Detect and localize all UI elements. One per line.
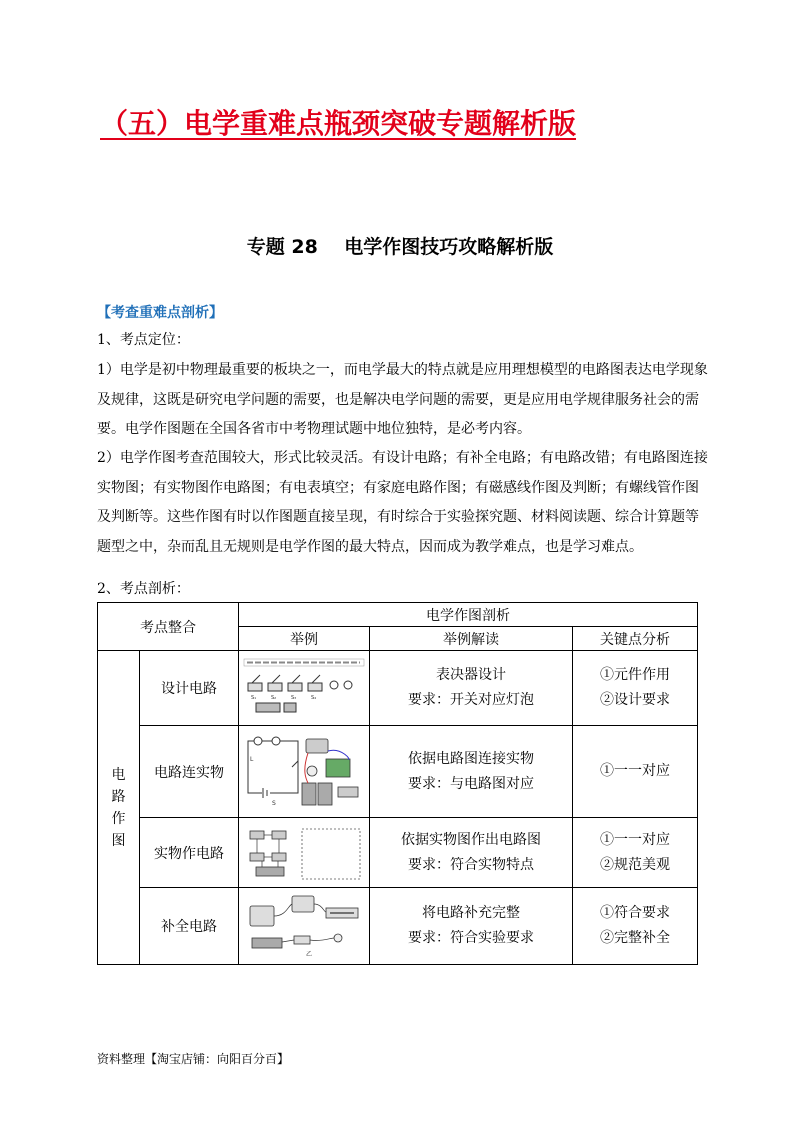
header-example: 举例 xyxy=(239,627,370,651)
complete-circuit-figure xyxy=(242,892,366,960)
page-footer: 资料整理【淘宝店铺：向阳百分百】 xyxy=(97,1052,290,1066)
topic-title: 专题 28 电学作图技巧攻略解析版 xyxy=(246,236,554,258)
key-cell xyxy=(573,888,698,965)
interpret-cell xyxy=(370,888,573,965)
example-figure-connect xyxy=(239,726,370,818)
interpret-cell xyxy=(370,818,573,888)
row-name: 补全电路 xyxy=(140,888,239,965)
interpret-line: 依据电路图连接实物 xyxy=(408,750,534,767)
svg-text:乙: 乙 xyxy=(306,951,313,958)
key-line: ②完整补全 xyxy=(600,930,670,946)
interpret-line: 表决器设计 xyxy=(436,667,506,683)
key-line: ①一一对应 xyxy=(600,831,670,848)
svg-text:L: L xyxy=(250,755,254,763)
interpret-cell xyxy=(370,726,573,818)
analysis-table xyxy=(97,602,698,965)
point2-heading: 2、考点剖析： xyxy=(97,581,190,597)
row-name: 电路连实物 xyxy=(140,726,239,818)
example-figure-draw xyxy=(239,818,370,888)
category-char: 路 xyxy=(111,788,126,805)
table-row xyxy=(98,888,698,965)
category-char: 作 xyxy=(111,810,126,827)
header-analysis: 电学作图剖析 xyxy=(239,603,698,627)
key-line: ①一一对应 xyxy=(600,763,670,779)
svg-text:S₁: S₁ xyxy=(251,695,257,701)
header-interpret: 举例解读 xyxy=(370,627,573,651)
example-figure-complete xyxy=(239,888,370,965)
interpret-line: 要求：与电路图对应 xyxy=(408,775,534,792)
interpret-cell xyxy=(370,651,573,726)
svg-text:S: S xyxy=(272,799,276,807)
interpret-line: 依据实物图作出电路图 xyxy=(401,831,541,848)
point1-paragraph-1: 1）电学是初中物理最重要的板块之一，而电学最大的特点就是应用理想模型的电路图表达电学现象及规律，这既是研究电学问题的需要，也是解决电学问题的需要，更是应用电学规律服务社会的需要。电学作图题在全国各省市中考物理试题中地位独特，是必考内容。 xyxy=(97,362,708,437)
key-line: ②设计要求 xyxy=(600,692,670,708)
table-row xyxy=(98,726,698,818)
interpret-line: 要求：开关对应灯泡 xyxy=(408,692,534,708)
example-figure-design xyxy=(239,651,370,726)
schematic-to-real-figure xyxy=(242,731,366,813)
header-group: 考点整合 xyxy=(98,603,239,651)
header-key: 关键点分析 xyxy=(573,627,698,651)
svg-text:S₄: S₄ xyxy=(311,695,317,701)
voting-circuit-figure xyxy=(242,657,366,719)
real-to-schematic-figure xyxy=(242,823,366,883)
point1-paragraph-2: 2）电学作图考查范围较大，形式比较灵活。有设计电路；有补全电路；有电路改错；有电路图连接实物图；有实物图作电路图；有电表填空；有家庭电路作图；有磁感线作图及判断；有螺线管作图及判断等。这些作图有时以作图题直接呈现，有时综合于实验探究题、材料阅读题、综合计算题等题型之中，杂而乱且无规则是电学作图的最大特点，因而成为教学难点，也是学习难点。 xyxy=(97,450,708,555)
key-line: ②规范美观 xyxy=(600,856,670,873)
section-heading: 【考查重难点剖析】 xyxy=(97,305,223,321)
key-cell xyxy=(573,726,698,818)
key-line: ①符合要求 xyxy=(600,905,670,921)
svg-text:S₃: S₃ xyxy=(291,695,297,701)
point1-heading: 1、考点定位： xyxy=(97,332,190,348)
svg-text:S₂: S₂ xyxy=(271,695,277,701)
interpret-line: 要求：符合实验要求 xyxy=(408,930,534,946)
key-cell xyxy=(573,818,698,888)
series-title: （五）电学重难点瓶颈突破专题解析版 xyxy=(100,107,577,140)
interpret-line: 要求：符合实物特点 xyxy=(408,856,534,873)
row-name: 设计电路 xyxy=(140,651,239,726)
key-cell xyxy=(573,651,698,726)
category-char: 电 xyxy=(111,766,126,783)
interpret-line: 将电路补充完整 xyxy=(422,905,520,921)
row-name: 实物作电路 xyxy=(140,818,239,888)
category-char: 图 xyxy=(111,832,126,849)
category-cell xyxy=(98,651,140,965)
key-line: ①元件作用 xyxy=(600,667,670,683)
table-row xyxy=(98,651,698,726)
table-row xyxy=(98,818,698,888)
